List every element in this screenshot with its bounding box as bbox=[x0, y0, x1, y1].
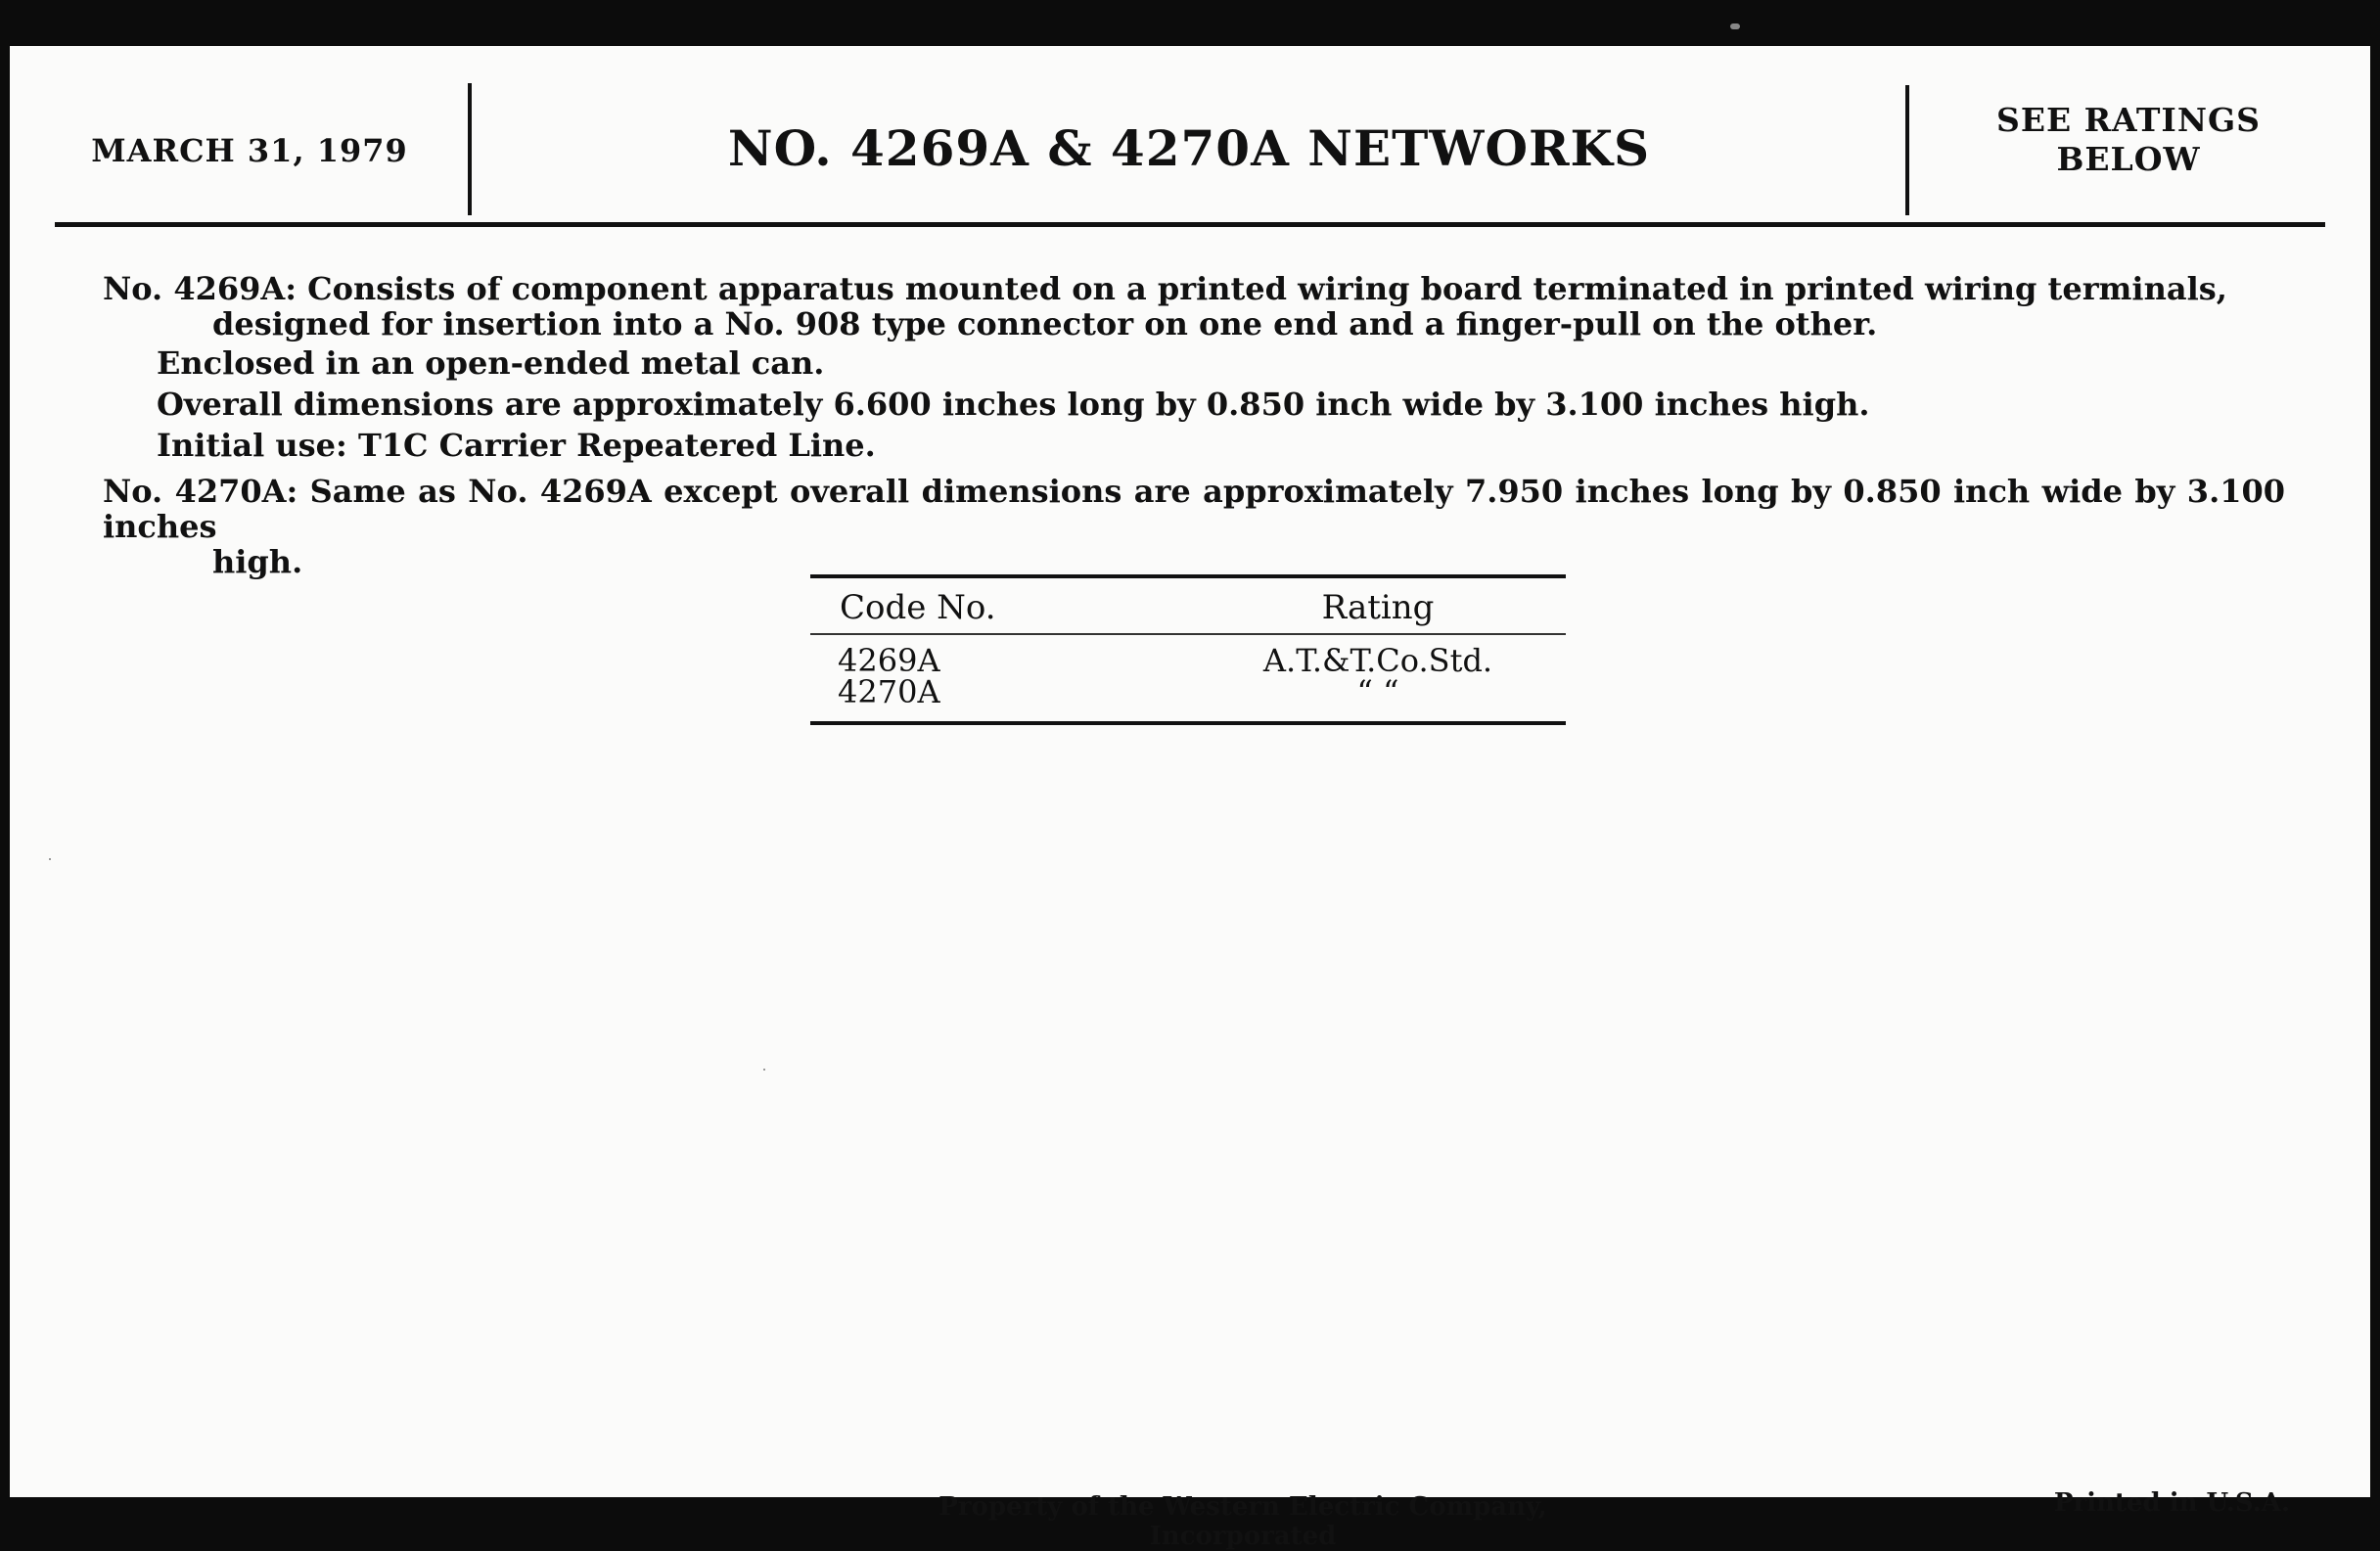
paragraph-4269a bbox=[103, 271, 2285, 342]
paragraph-4270a bbox=[103, 474, 2285, 579]
ratings-note-line1: SEE RATINGS bbox=[1995, 101, 2262, 139]
table-cell-rating-text: A.T.&T.Co.Std. bbox=[1262, 642, 1493, 679]
header-divider-left bbox=[468, 83, 472, 215]
paragraph-initial-use: Initial use: T1C Carrier Repeatered Line. bbox=[157, 427, 876, 464]
table-rule-bottom bbox=[810, 721, 1566, 725]
table-header-rating-text: Rating bbox=[1321, 588, 1435, 627]
paragraph-dimensions: Overall dimensions are approximately 6.600 inches long by 0.850 inch wide by 3.100 inches high. bbox=[157, 386, 1870, 423]
paragraph-4269a-cont: designed for insertion into a No. 908 type connector on one end and a finger-pull on the other. bbox=[212, 305, 1878, 342]
page-title: NO. 4269A & 4270A NETWORKS bbox=[727, 119, 1651, 177]
issue-date: MARCH 31, 1979 bbox=[91, 132, 408, 169]
footer-property: Property of the Western Electric Company, Incorporated bbox=[938, 1492, 1547, 1551]
ratings-table bbox=[810, 574, 1566, 741]
table-cell-rating-text: “ “ bbox=[1356, 673, 1399, 710]
header-rule bbox=[55, 222, 2325, 227]
table-header-code: Code No. bbox=[840, 588, 996, 627]
scan-speck bbox=[1730, 23, 1740, 29]
table-cell-code: 4270A bbox=[838, 673, 940, 710]
scan-dot bbox=[49, 858, 51, 860]
document-card bbox=[10, 46, 2370, 1551]
ratings-note bbox=[1918, 101, 2339, 179]
footer-printed: Printed in U.S.A. bbox=[2053, 1488, 2290, 1518]
scan-dot bbox=[763, 1069, 765, 1071]
paragraph-4270a-cont: high. bbox=[212, 543, 303, 580]
ratings-note-line2: BELOW bbox=[2056, 140, 2201, 178]
header-divider-right bbox=[1905, 85, 1909, 215]
table-rule-mid bbox=[810, 633, 1566, 635]
paragraph-4269a-lead: No. 4269A: Consists of component apparatus mounted on a printed wiring board terminated in printed wiring terminals, bbox=[103, 270, 2227, 307]
table-cell-code: 4269A bbox=[838, 642, 940, 679]
paragraph-enclosure: Enclosed in an open-ended metal can. bbox=[157, 344, 825, 382]
paragraph-4270a-lead: No. 4270A: Same as No. 4269A except overall dimensions are approximately 7.950 inches long by 0.850 inch wide by 3.100 inches bbox=[103, 473, 2285, 545]
table-rule-top bbox=[810, 574, 1566, 578]
